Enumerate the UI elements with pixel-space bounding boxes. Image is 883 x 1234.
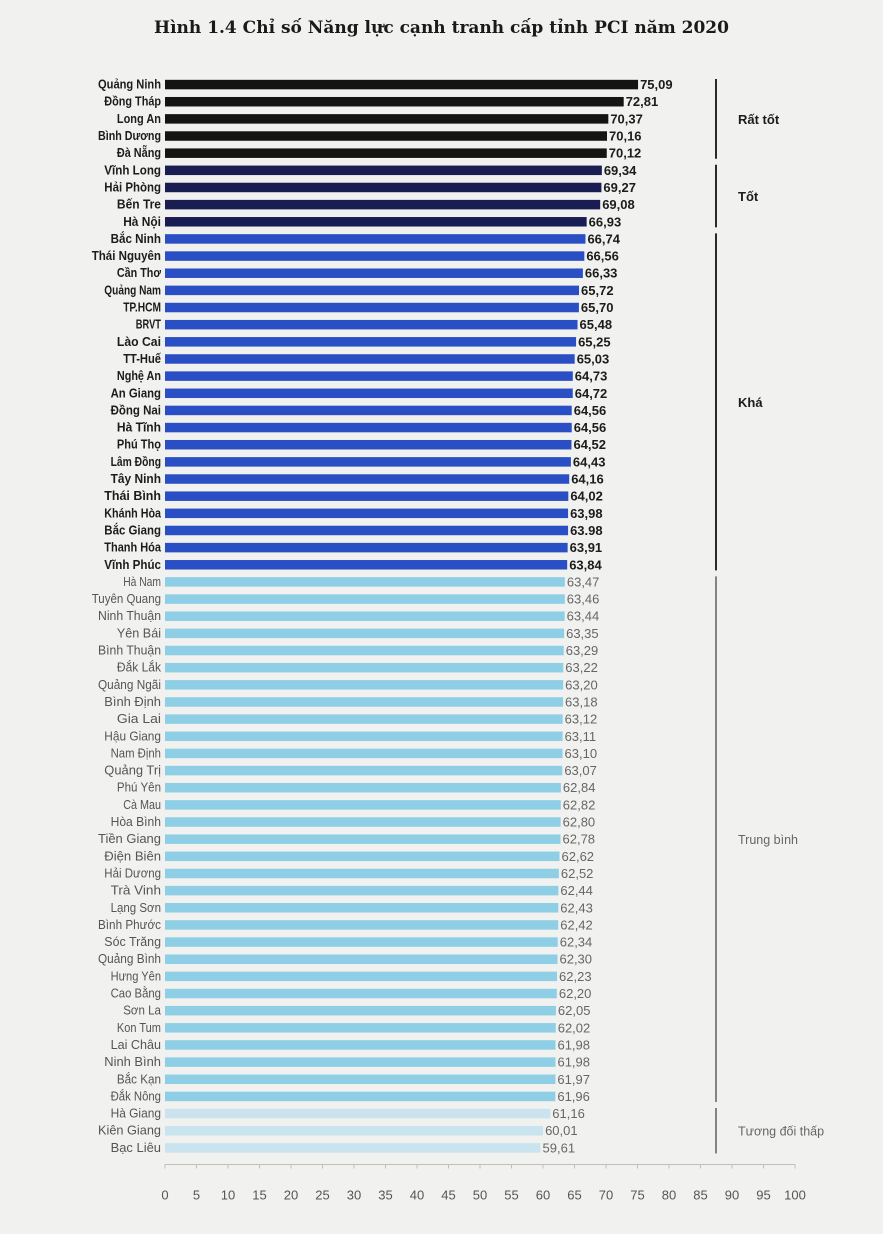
category-label: Gia Lai (116, 712, 161, 727)
bar (165, 749, 563, 759)
bar (165, 903, 558, 913)
category-label: Quảng Trị (104, 763, 161, 778)
bar (165, 234, 585, 244)
bar (165, 509, 568, 519)
category-label: Long An (116, 111, 161, 126)
category-label: Bình Thuận (98, 643, 162, 658)
bar (165, 474, 569, 484)
category-label: Hưng Yên (110, 969, 162, 984)
value-label: 62,80 (562, 814, 596, 830)
bar (165, 457, 571, 467)
x-tick-label: 35 (378, 1187, 393, 1203)
value-label: 61,98 (557, 1037, 591, 1053)
category-label: Bình Phước (98, 917, 161, 932)
bar (165, 629, 564, 639)
bar (165, 337, 576, 347)
bar (165, 526, 568, 536)
value-label: 65,03 (576, 351, 610, 367)
bar (165, 560, 567, 570)
value-label: 64,52 (573, 437, 607, 453)
value-label: 66,93 (588, 214, 622, 230)
value-label: 61,98 (557, 1054, 591, 1070)
x-tick-label: 0 (161, 1187, 169, 1203)
value-label: 69,08 (602, 197, 635, 213)
value-label: 62,42 (560, 917, 593, 933)
value-label: 63,11 (564, 728, 597, 744)
category-label: Cần Thơ (116, 266, 162, 281)
value-label: 63,47 (566, 574, 600, 590)
bar (165, 1143, 541, 1153)
bar (165, 611, 565, 621)
category-label: Đồng Tháp (104, 94, 162, 109)
category-label: Hậu Giang (104, 729, 162, 744)
group-label: Tương đối thấp (738, 1124, 825, 1139)
bar (165, 646, 564, 656)
bar (165, 491, 568, 501)
category-label: Đồng Nai (110, 403, 161, 418)
value-label: 63,91 (569, 540, 603, 556)
chart-title: Hình 1.4 Chỉ số Năng lực cạnh tranh cấp tỉnh PCI năm 2020 (154, 18, 729, 38)
value-label: 62,20 (558, 986, 592, 1002)
bar (165, 1006, 556, 1016)
x-tick-label: 45 (441, 1187, 456, 1203)
category-label: An Giang (110, 386, 161, 401)
category-label: Thái Nguyên (91, 249, 161, 264)
category-label: Cao Bằng (110, 986, 167, 1001)
category-label: Đắk Nông (110, 1089, 167, 1104)
x-tick-label: 85 (693, 1187, 708, 1203)
value-label: 63,20 (565, 677, 598, 693)
value-label: 64,43 (572, 454, 606, 470)
x-tick-label: 90 (724, 1187, 740, 1203)
category-label: Yên Bái (116, 626, 161, 641)
bar (165, 594, 565, 604)
category-label: Lạng Sơn (110, 900, 162, 915)
category-label: Quảng Ninh (98, 77, 161, 92)
x-tick-label: 30 (346, 1187, 362, 1203)
category-label: Bắc Ninh (110, 231, 165, 246)
bar (165, 389, 573, 399)
value-label: 63,84 (569, 557, 602, 573)
category-label: Phú Thọ (116, 437, 162, 452)
bar (165, 1023, 556, 1032)
bar (165, 80, 638, 90)
x-tick-label: 10 (220, 1187, 236, 1203)
x-tick-label: 55 (504, 1187, 519, 1203)
value-label: 62,34 (559, 934, 593, 950)
bar (165, 183, 601, 193)
category-label: Khánh Hòa (104, 506, 162, 521)
category-label: Kiên Giang (98, 1123, 162, 1138)
bar (165, 320, 578, 330)
bar (165, 663, 563, 673)
value-label: 60,01 (545, 1123, 578, 1139)
x-tick-label: 5 (192, 1187, 201, 1203)
bar (165, 852, 560, 862)
category-label: Bắc Kạn (116, 1072, 165, 1087)
category-label: Vĩnh Long (104, 163, 161, 178)
x-tick-label: 75 (630, 1187, 645, 1203)
category-label: Hà Nam (123, 574, 161, 589)
category-label: Nghệ An (116, 369, 161, 384)
bar (165, 217, 587, 227)
bar (165, 148, 607, 158)
bar (165, 286, 579, 296)
value-label: 63,18 (565, 694, 598, 710)
category-label: Điện Biên (104, 849, 162, 864)
x-tick-label: 70 (598, 1187, 614, 1203)
bar (165, 937, 558, 947)
category-label: Lâm Đồng (110, 454, 161, 469)
x-tick-label: 100 (784, 1187, 806, 1203)
value-label: 69,27 (603, 179, 636, 195)
value-label: 61,96 (557, 1088, 590, 1104)
bar (165, 766, 562, 776)
value-label: 62,84 (562, 780, 596, 796)
bar (165, 131, 607, 141)
bar (165, 732, 563, 742)
category-label: Bến Tre (116, 197, 162, 212)
bar (165, 200, 600, 210)
value-label: 65,70 (580, 300, 614, 316)
category-label: Kon Tum (116, 1020, 161, 1035)
category-label: Bạc Liêu (110, 1140, 162, 1155)
value-label: 65,72 (581, 282, 614, 298)
bar (165, 1075, 555, 1085)
x-tick-label: 80 (661, 1187, 677, 1203)
group-label: Tốt (738, 189, 759, 205)
bar (165, 440, 571, 450)
x-tick-label: 20 (283, 1187, 299, 1203)
value-label: 70,16 (609, 128, 642, 144)
x-tick-label: 15 (252, 1187, 267, 1203)
bar (165, 371, 573, 381)
group-label: Rất tốt (738, 111, 780, 127)
category-label: Sơn La (123, 1003, 162, 1018)
value-label: 62,02 (557, 1020, 591, 1036)
value-label: 66,33 (584, 265, 618, 281)
category-label: BRVT (135, 317, 162, 332)
value-label: 62,82 (562, 797, 596, 813)
bar (165, 97, 624, 107)
category-label: Sóc Trăng (104, 935, 162, 950)
category-label: TT-Huế (123, 351, 162, 366)
category-label: Ninh Bình (104, 1055, 162, 1070)
category-label: Hòa Bình (110, 815, 162, 830)
category-label: Thanh Hóa (104, 540, 162, 555)
value-label: 63.98 (570, 522, 603, 538)
bar (165, 1040, 555, 1050)
category-label: Nam Định (110, 746, 162, 761)
value-label: 64,16 (571, 471, 604, 487)
group-label: Trung bình (738, 833, 798, 848)
category-label: Phú Yên (116, 780, 162, 795)
value-label: 64,56 (573, 420, 607, 436)
bar (165, 989, 557, 999)
value-label: 65,25 (578, 334, 611, 350)
category-label: Ninh Thuận (98, 609, 162, 624)
value-label: 61,16 (552, 1106, 585, 1122)
category-label: Vĩnh Phúc (104, 557, 162, 572)
category-label: Hà Tĩnh (116, 420, 161, 435)
bar (165, 1092, 555, 1102)
category-label: Bình Dương (98, 129, 161, 144)
value-label: 63,46 (566, 591, 600, 607)
bar (165, 972, 557, 982)
category-label: Quảng Bình (98, 952, 162, 967)
bar (165, 714, 563, 724)
category-label: Tuyên Quang (91, 592, 162, 607)
bar (165, 1109, 550, 1119)
value-label: 70,12 (608, 145, 642, 161)
x-tick-label: 25 (315, 1187, 330, 1203)
category-label: Tiền Giang (98, 832, 162, 847)
group-label: Khá (738, 394, 763, 410)
bar (165, 1057, 555, 1067)
value-label: 72,81 (625, 94, 659, 110)
value-label: 62,23 (559, 968, 592, 984)
bar (165, 114, 608, 124)
category-label: Hải Dương (104, 866, 162, 881)
x-tick-label: 65 (567, 1187, 582, 1203)
bar (165, 577, 565, 587)
category-label: Lào Cai (116, 334, 161, 349)
bar (165, 423, 572, 433)
bar (165, 869, 559, 879)
value-label: 66,56 (586, 248, 619, 264)
category-label: TP.HCM (123, 300, 161, 315)
value-label: 63,29 (565, 643, 599, 659)
value-label: 64,73 (574, 368, 608, 384)
value-label: 62,43 (560, 900, 593, 916)
value-label: 64,72 (574, 385, 608, 401)
bar (165, 354, 575, 364)
category-label: Cà Mau (123, 797, 162, 812)
value-label: 63,10 (564, 745, 598, 761)
x-tick-label: 60 (535, 1187, 551, 1203)
value-label: 70,37 (610, 111, 643, 127)
category-label: Đắk Lắk (116, 660, 163, 675)
value-label: 62,52 (560, 865, 594, 881)
value-label: 62,30 (559, 951, 593, 967)
value-label: 65,48 (579, 317, 613, 333)
value-label: 61,97 (557, 1071, 590, 1087)
value-label: 62,78 (562, 831, 596, 847)
category-label: Tây Ninh (110, 472, 161, 487)
bar (165, 783, 561, 793)
value-label: 62,62 (561, 848, 595, 864)
bar (165, 543, 568, 553)
bar (165, 697, 563, 707)
bar (165, 800, 561, 810)
x-tick-label: 50 (472, 1187, 488, 1203)
bar (165, 1126, 543, 1136)
bar (165, 303, 579, 313)
bar (165, 954, 557, 964)
bar (165, 680, 563, 690)
value-label: 63,07 (564, 763, 597, 779)
category-label: Thái Bình (104, 489, 161, 504)
value-label: 63,22 (565, 660, 598, 676)
value-label: 63,44 (566, 608, 600, 624)
value-label: 62,05 (557, 1003, 591, 1019)
value-label: 69,34 (603, 162, 637, 178)
bar (165, 817, 561, 827)
value-label: 75,09 (640, 77, 673, 93)
value-label: 63,12 (564, 711, 598, 727)
bar (165, 886, 558, 896)
category-label: Quảng Ngãi (98, 677, 161, 692)
category-label: Hà Giang (110, 1106, 162, 1121)
bar (165, 166, 602, 176)
value-label: 64,02 (570, 488, 603, 504)
bar (165, 834, 561, 844)
value-label: 66,74 (587, 231, 621, 247)
category-label: Hải Phòng (104, 180, 161, 195)
category-label: Lai Châu (110, 1037, 162, 1052)
category-label: Bình Định (104, 694, 162, 709)
x-tick-label: 40 (409, 1187, 425, 1203)
category-label: Hà Nội (123, 214, 161, 229)
category-label: Đà Nẵng (116, 146, 168, 161)
bar (165, 251, 584, 261)
value-label: 63,35 (566, 625, 599, 641)
bar (165, 920, 558, 930)
category-label: Trà Vinh (110, 883, 162, 898)
bar (165, 268, 583, 278)
value-label: 59,61 (542, 1140, 576, 1156)
bar (165, 406, 572, 416)
x-tick-label: 95 (756, 1187, 771, 1203)
value-label: 64,56 (573, 402, 607, 418)
category-label: Bắc Giang (104, 523, 167, 538)
category-label: Quảng Nam (104, 283, 161, 298)
value-label: 63,98 (570, 505, 603, 521)
value-label: 62,44 (560, 883, 593, 899)
